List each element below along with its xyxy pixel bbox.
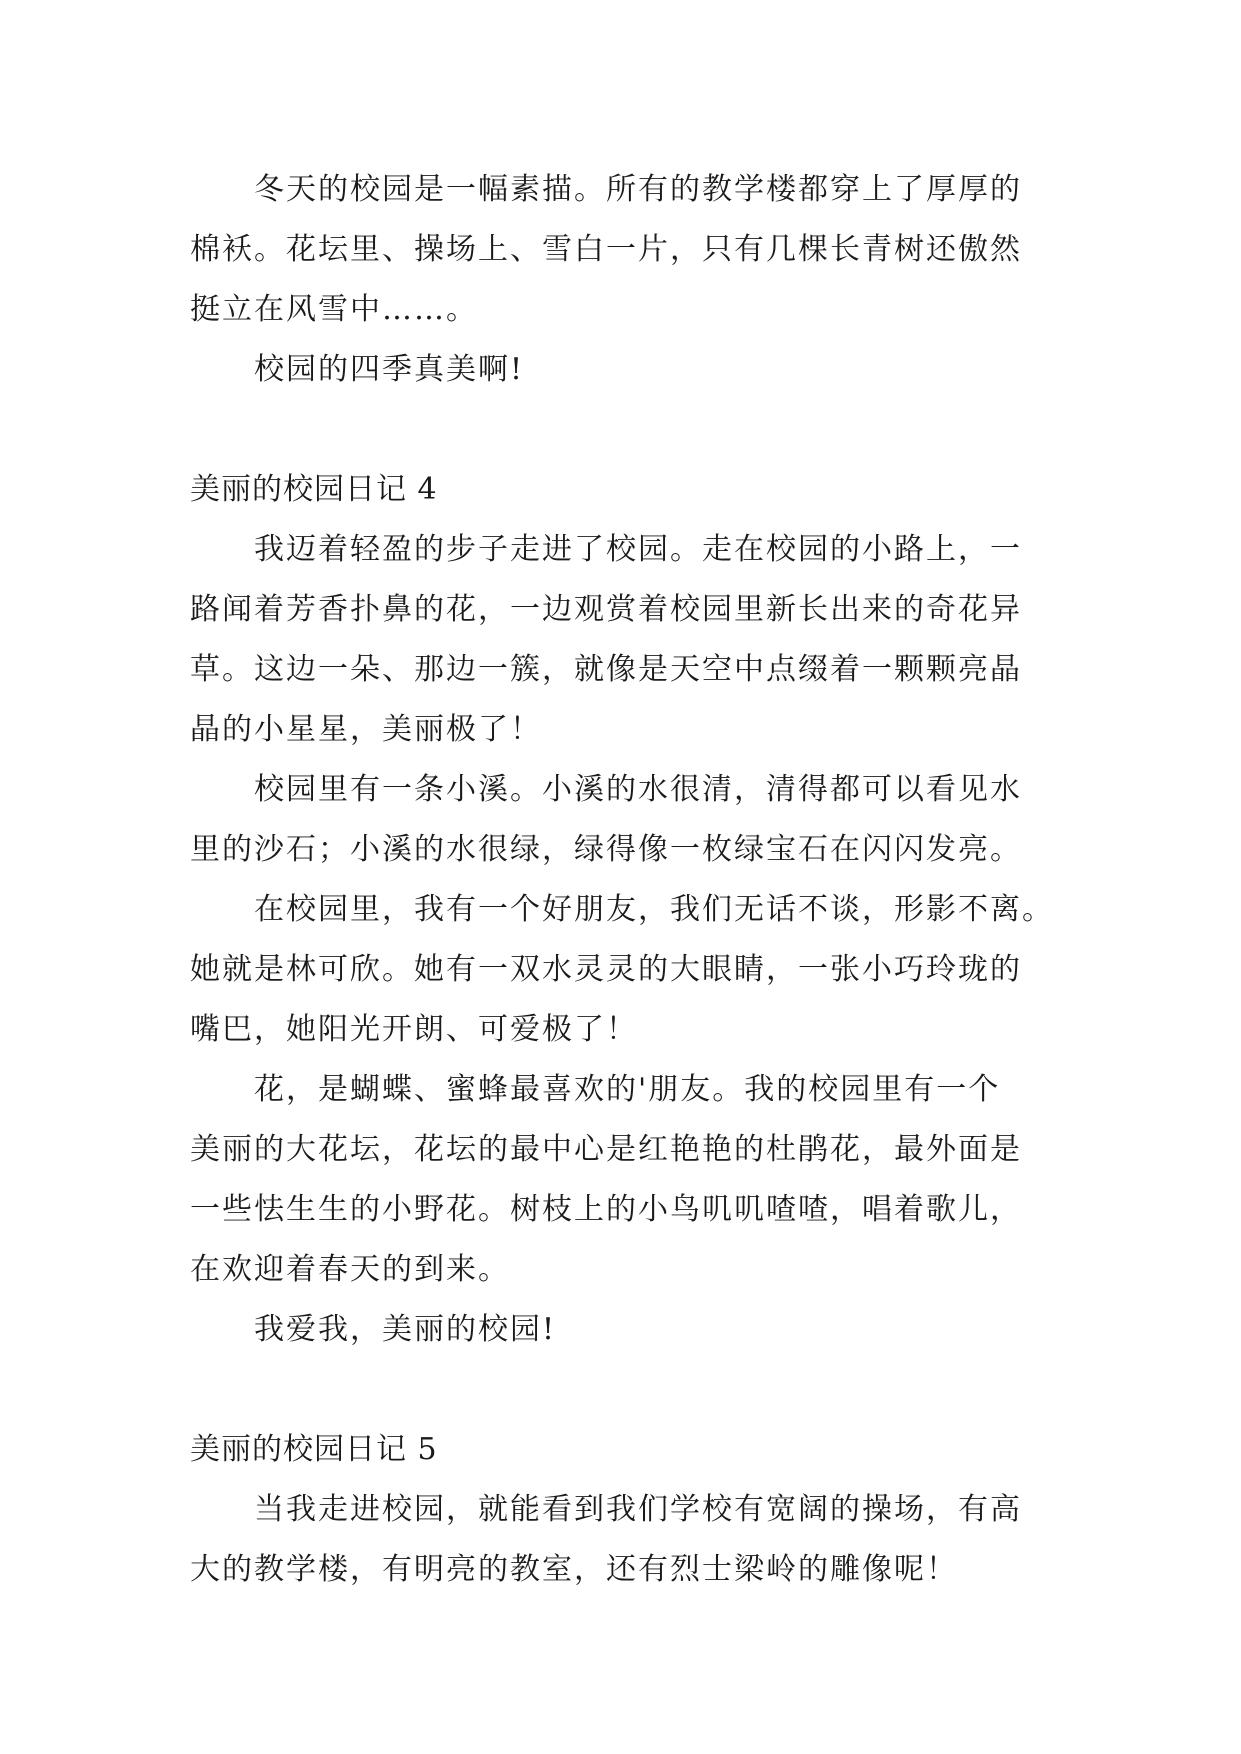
section-gap	[190, 1360, 1070, 1420]
text-line: 校园里有一条小溪。小溪的水很清，清得都可以看见水	[254, 772, 1022, 807]
text-line: 嘴巴，她阳光开朗、可爱极了！	[190, 1012, 638, 1047]
text-line: 挺立在风雪中……。	[190, 292, 478, 327]
paragraph	[190, 1060, 1070, 1300]
text-line: 大的教学楼，有明亮的教室，还有烈士梁岭的雕像呢！	[190, 1552, 958, 1587]
section-heading: 美丽的校园日记 5	[190, 1432, 438, 1467]
section-gap	[190, 400, 1070, 460]
text-line: 在校园里，我有一个好朋友，我们无话不谈，形影不离。	[254, 892, 1054, 927]
paragraph	[190, 760, 1070, 880]
document-page	[190, 160, 1070, 1600]
paragraph	[190, 520, 1070, 760]
text-line: 棉袄。花坛里、操场上、雪白一片，只有几棵长青树还傲然	[190, 232, 1022, 267]
text-line: 我迈着轻盈的步子走进了校园。走在校园的小路上，一	[254, 532, 1022, 567]
text-line: 美丽的大花坛，花坛的最中心是红艳艳的杜鹃花，最外面是	[190, 1132, 1022, 1167]
text-line: 她就是林可欣。她有一双水灵灵的大眼睛，一张小巧玲珑的	[190, 952, 1022, 987]
text-line: 在欢迎着春天的到来。	[190, 1252, 510, 1287]
text-line: 一些怯生生的小野花。树枝上的小鸟叽叽喳喳，唱着歌儿，	[190, 1192, 1022, 1227]
text-line: 花，是蝴蝶、蜜蜂最喜欢的'朋友。我的校园里有一个	[254, 1072, 1001, 1107]
paragraph	[190, 880, 1070, 1060]
winter-paragraph	[190, 160, 1070, 340]
text-line: 草。这边一朵、那边一簇，就像是天空中点缀着一颗颗亮晶	[190, 652, 1022, 687]
text-line: 当我走进校园，就能看到我们学校有宽阔的操场，有高	[254, 1492, 1022, 1527]
paragraph	[190, 1480, 1070, 1600]
text-line: 路闻着芳香扑鼻的花，一边观赏着校园里新长出来的奇花异	[190, 592, 1022, 627]
text-line: 晶的小星星，美丽极了！	[190, 712, 542, 747]
closing-line: 我爱我，美丽的校园!	[254, 1312, 557, 1347]
text-line: 冬天的校园是一幅素描。所有的教学楼都穿上了厚厚的	[254, 172, 1022, 207]
closing-line: 校园的四季真美啊!	[254, 352, 525, 387]
text-line: 里的沙石；小溪的水很绿，绿得像一枚绿宝石在闪闪发亮。	[190, 832, 1022, 867]
section-heading: 美丽的校园日记 4	[190, 472, 438, 507]
